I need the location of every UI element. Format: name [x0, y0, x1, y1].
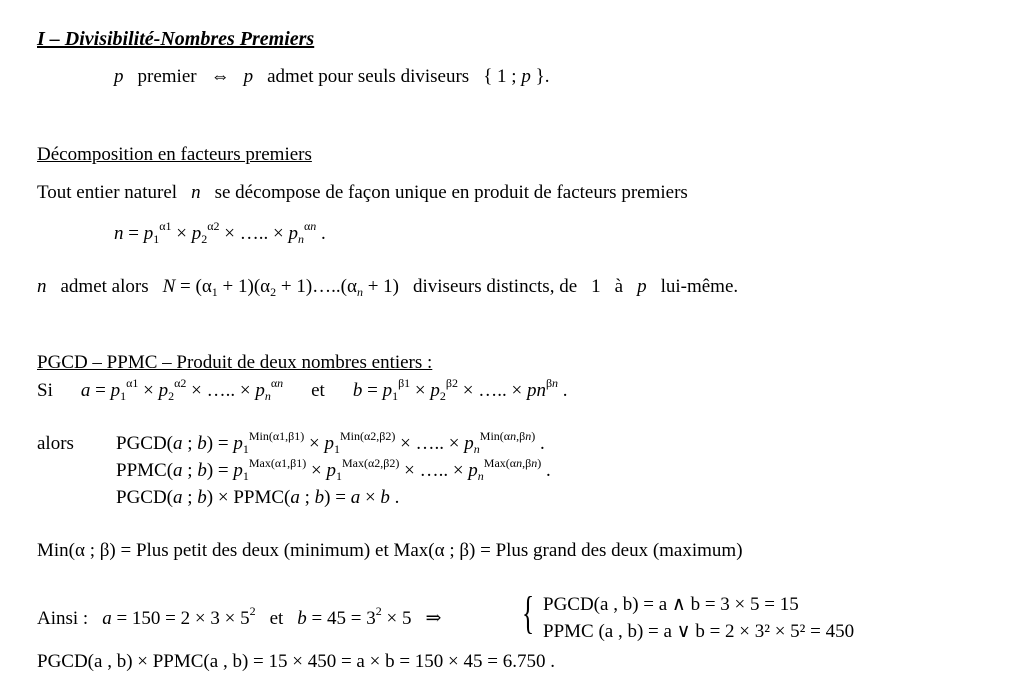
example-ppmc: PPMC (a , b) = a ∨ b = 2 × 3² × 5² = 450: [543, 621, 855, 642]
example-line: Ainsi : $a = 150 = 2 \times 3 \times 5^2$ et $b = 45 = 3^2 \times 5$ ⇒: [37, 604, 442, 629]
ppmc-formula: PPMC(a ; $b) = p_1^{Max(\alpha 1,\beta 1)} \times p_1^{Max(\alpha 2,\beta 2)}$ × ….. × $p_n^{Max(\alpha n,\beta n)}$ .: [116, 456, 551, 483]
decomposition-sentence: Tout entier naturel n se décompose de façon unique en produit de facteurs premiers: [37, 182, 688, 203]
section-title: I – Divisibilité-Nombres Premiers: [37, 28, 315, 50]
example-final: PGCD(a , b) × PPMC(a , b) = 15 × 450 = a × b = 150 × 45 = 6.750 .: [37, 651, 555, 672]
alors-label: alors: [37, 433, 74, 454]
pgcd-formula: PGCD(a ; $b) = p_1^{Min(\alpha 1,\beta 1)} \times p_1^{Min(\alpha 2,\beta 2)}$ × ….. × $p_n^{Min(\alpha n,\beta n)}$ .: [116, 429, 545, 456]
brace: {: [522, 587, 535, 638]
min-max-definition: Min(α ; β) = Plus petit des deux (minimum) et Max(α ; β) = Plus grand des deux (maximum): [37, 540, 743, 561]
product-formula: PGCD(a ; b) × PPMC(a ; b) = a × b .: [116, 487, 400, 508]
si-line: Si $a = p_1^{\alpha 1} \times p_2^{\alpha 2}$ × ….. × $p_n^{\alpha n}$ et $b = p_1^{\beta 1} \times p_2^{\beta 2}$ × ….. × $pn^{\beta n}$ .: [37, 376, 568, 403]
example-pgcd: PGCD(a , b) = a ∧ b = 3 × 5 = 15: [543, 594, 799, 615]
pgcd-ppmc-heading: PGCD – PPMC – Produit de deux nombres entiers :: [37, 352, 433, 373]
decomposition-heading: Décomposition en facteurs premiers: [37, 144, 312, 165]
decomposition-formula: $n = p_1^{\alpha 1} \times p_2^{\alpha 2}$ × ….. × $p_n^{\alpha n}$ .: [114, 219, 326, 246]
divisors-count-line: n admet alors $N = (\alpha_1 + 1)(\alpha_2$ + $1)\dots..(\alpha_n + 1)$ diviseurs distincts, de 1 à p lui-même.: [37, 276, 739, 299]
prime-definition: p premier ⇔ p admet pour seuls diviseurs { 1 ; p }.: [114, 66, 550, 87]
